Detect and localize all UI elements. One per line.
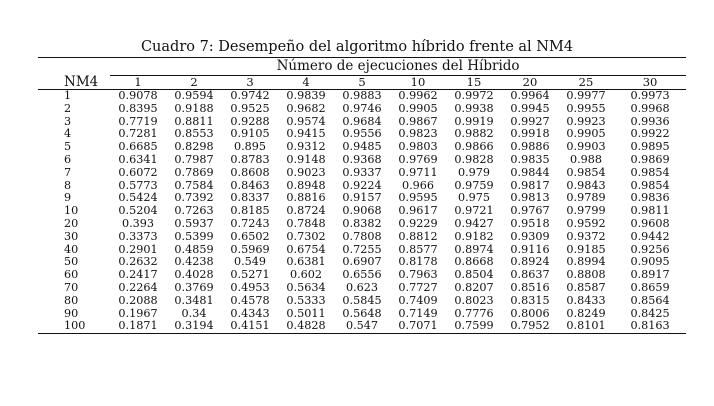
table-cell: 0.5969 bbox=[230, 242, 270, 256]
column-header: 10 bbox=[390, 76, 446, 90]
table-cell: 0.9895 bbox=[630, 140, 670, 154]
table-cell: 0.9844 bbox=[510, 165, 550, 179]
table-cell: 0.7719 bbox=[118, 114, 158, 128]
row-label: 60 bbox=[64, 268, 79, 282]
table-cell: 0.9923 bbox=[566, 114, 606, 128]
table-cell: 0.8382 bbox=[342, 216, 382, 230]
table-cell: 0.8553 bbox=[174, 127, 214, 141]
table-row bbox=[38, 295, 686, 308]
table-cell: 0.895 bbox=[233, 140, 267, 154]
table-cell: 0.8917 bbox=[630, 268, 670, 282]
table-cell: 0.9337 bbox=[342, 165, 382, 179]
table-cell: 0.3194 bbox=[166, 320, 222, 333]
table-cell: 0.9799 bbox=[566, 204, 606, 218]
table-cell: 0.3373 bbox=[118, 229, 158, 243]
table-cell: 0.8659 bbox=[630, 280, 670, 294]
table-cell: 0.5634 bbox=[286, 280, 326, 294]
table-cell: 0.9919 bbox=[454, 114, 494, 128]
table-cell: 0.8207 bbox=[454, 280, 494, 294]
table-cell: 0.9105 bbox=[230, 127, 270, 141]
table-cell: 0.966 bbox=[401, 178, 435, 192]
table-cell: 0.7952 bbox=[502, 320, 558, 333]
column-header: 30 bbox=[614, 76, 686, 90]
table-cell: 0.8811 bbox=[174, 114, 214, 128]
table-cell: 0.9608 bbox=[630, 216, 670, 230]
table-cell: 0.7584 bbox=[174, 178, 214, 192]
table-cell: 0.6556 bbox=[342, 268, 382, 282]
table-cell: 0.9835 bbox=[510, 152, 550, 166]
table-cell: 0.7149 bbox=[398, 306, 438, 320]
table-cell: 0.4578 bbox=[230, 293, 270, 307]
table-row bbox=[38, 282, 686, 295]
table-cell: 0.7963 bbox=[398, 268, 438, 282]
row-label: 40 bbox=[64, 242, 79, 256]
table-cell: 0.5937 bbox=[174, 216, 214, 230]
table-cell: 0.9938 bbox=[454, 101, 494, 115]
table-cell: 0.7392 bbox=[174, 191, 214, 205]
table-cell: 0.9312 bbox=[286, 140, 326, 154]
column-header: 3 bbox=[222, 76, 278, 90]
table-cell: 0.8395 bbox=[118, 101, 158, 115]
table-cell: 0.9823 bbox=[398, 127, 438, 141]
table-cell: 0.9023 bbox=[286, 165, 326, 179]
table-cell: 0.9372 bbox=[566, 229, 606, 243]
table-cell: 0.5399 bbox=[174, 229, 214, 243]
table-cell: 0.9972 bbox=[454, 89, 494, 102]
group-header-spacer bbox=[38, 58, 110, 76]
table-cell: 0.4828 bbox=[278, 320, 334, 333]
table-cell: 0.9803 bbox=[398, 140, 438, 154]
row-label: 30 bbox=[64, 229, 79, 243]
table-cell: 0.8608 bbox=[230, 165, 270, 179]
table-row bbox=[38, 154, 686, 167]
column-header: 15 bbox=[446, 76, 502, 90]
table-cell: 0.4151 bbox=[222, 320, 278, 333]
table-cell: 0.9157 bbox=[342, 191, 382, 205]
table-cell: 0.9836 bbox=[630, 191, 670, 205]
table-cell: 0.2088 bbox=[118, 293, 158, 307]
table-cell: 0.4343 bbox=[230, 306, 270, 320]
table-cell: 0.9854 bbox=[630, 178, 670, 192]
table-cell: 0.5845 bbox=[342, 293, 382, 307]
table-cell: 0.3769 bbox=[174, 280, 214, 294]
table-cell: 0.1871 bbox=[110, 320, 166, 333]
table-cell: 0.9867 bbox=[398, 114, 438, 128]
table-cell: 0.7808 bbox=[342, 229, 382, 243]
row-label: 2 bbox=[64, 101, 72, 115]
column-header-row bbox=[38, 76, 686, 90]
table-cell: 0.393 bbox=[121, 216, 155, 230]
table-row bbox=[38, 90, 686, 103]
table-cell: 0.7776 bbox=[454, 306, 494, 320]
table-cell: 0.8516 bbox=[510, 280, 550, 294]
table-cell: 0.8637 bbox=[510, 268, 550, 282]
row-label: 6 bbox=[64, 152, 72, 166]
table-cell: 0.2901 bbox=[118, 242, 158, 256]
table-row bbox=[38, 231, 686, 244]
table-cell: 0.6072 bbox=[118, 165, 158, 179]
table-cell: 0.8816 bbox=[286, 191, 326, 205]
table-cell: 0.8812 bbox=[398, 229, 438, 243]
table-cell: 0.1967 bbox=[118, 306, 158, 320]
table-cell: 0.8101 bbox=[558, 320, 614, 333]
table-cell: 0.4859 bbox=[174, 242, 214, 256]
table-cell: 0.9525 bbox=[230, 101, 270, 115]
table-caption: Cuadro 7: Desempeño del algoritmo híbrido frente al NM4 bbox=[140, 39, 574, 55]
table-cell: 0.9767 bbox=[510, 204, 550, 218]
table-cell: 0.7071 bbox=[390, 320, 446, 333]
column-header: 20 bbox=[502, 76, 558, 90]
group-header: Número de ejecuciones del Híbrido bbox=[110, 58, 686, 76]
table-cell: 0.9185 bbox=[566, 242, 606, 256]
column-header: 4 bbox=[278, 76, 334, 90]
row-label: 20 bbox=[64, 216, 79, 230]
table-cell: 0.9843 bbox=[566, 178, 606, 192]
table-cell: 0.5648 bbox=[342, 306, 382, 320]
table-cell: 0.9977 bbox=[566, 89, 606, 102]
table-cell: 0.7599 bbox=[446, 320, 502, 333]
table-cell: 0.5011 bbox=[286, 306, 326, 320]
table-cell: 0.549 bbox=[233, 255, 267, 269]
row-label: 80 bbox=[64, 293, 79, 307]
table-cell: 0.5204 bbox=[118, 204, 158, 218]
table-cell: 0.6685 bbox=[118, 140, 158, 154]
table-cell: 0.8006 bbox=[510, 306, 550, 320]
group-header-row bbox=[38, 58, 686, 76]
table-cell: 0.9518 bbox=[510, 216, 550, 230]
table-cell: 0.9078 bbox=[118, 89, 158, 102]
table-row bbox=[38, 320, 686, 333]
table-cell: 0.975 bbox=[457, 191, 491, 205]
table-cell: 0.9746 bbox=[342, 101, 382, 115]
table-cell: 0.9592 bbox=[566, 216, 606, 230]
table-cell: 0.7869 bbox=[174, 165, 214, 179]
table-cell: 0.7987 bbox=[174, 152, 214, 166]
table-cell: 0.3481 bbox=[174, 293, 214, 307]
table-cell: 0.7263 bbox=[174, 204, 214, 218]
results-table bbox=[38, 57, 686, 334]
row-label: 4 bbox=[64, 127, 72, 141]
table-row bbox=[38, 167, 686, 180]
table-cell: 0.8808 bbox=[566, 268, 606, 282]
table-cell: 0.9556 bbox=[342, 127, 382, 141]
column-header: 1 bbox=[110, 76, 166, 90]
table-cell: 0.2264 bbox=[118, 280, 158, 294]
table-cell: 0.2417 bbox=[118, 268, 158, 282]
table-cell: 0.4238 bbox=[174, 255, 214, 269]
table-cell: 0.9309 bbox=[510, 229, 550, 243]
table-cell: 0.8185 bbox=[230, 204, 270, 218]
table-row bbox=[38, 103, 686, 116]
table-cell: 0.5773 bbox=[118, 178, 158, 192]
table-cell: 0.9742 bbox=[230, 89, 270, 102]
table-cell: 0.623 bbox=[345, 280, 379, 294]
table-cell: 0.6907 bbox=[342, 255, 382, 269]
column-header: 25 bbox=[558, 76, 614, 90]
column-header: 5 bbox=[334, 76, 390, 90]
table-cell: 0.9594 bbox=[174, 89, 214, 102]
table-row bbox=[38, 218, 686, 231]
table-cell: 0.7848 bbox=[286, 216, 326, 230]
row-label: 3 bbox=[64, 114, 72, 128]
table-cell: 0.8178 bbox=[398, 255, 438, 269]
table-cell: 0.9224 bbox=[342, 178, 382, 192]
table-cell: 0.9973 bbox=[630, 89, 670, 102]
table-cell: 0.6502 bbox=[230, 229, 270, 243]
table-cell: 0.8783 bbox=[230, 152, 270, 166]
table-cell: 0.7281 bbox=[118, 127, 158, 141]
table-cell: 0.8433 bbox=[566, 293, 606, 307]
table-cell: 0.9866 bbox=[454, 140, 494, 154]
table-cell: 0.9682 bbox=[286, 101, 326, 115]
table-cell: 0.9905 bbox=[566, 127, 606, 141]
table-cell: 0.7255 bbox=[342, 242, 382, 256]
table-cell: 0.9936 bbox=[630, 114, 670, 128]
table-cell: 0.9415 bbox=[286, 127, 326, 141]
table-cell: 0.9964 bbox=[510, 89, 550, 102]
row-label: 100 bbox=[38, 320, 110, 333]
table-body bbox=[38, 90, 686, 334]
table-cell: 0.9182 bbox=[454, 229, 494, 243]
table-cell: 0.8668 bbox=[454, 255, 494, 269]
row-label: 10 bbox=[64, 204, 79, 218]
table-cell: 0.9811 bbox=[630, 204, 670, 218]
row-label: 5 bbox=[64, 140, 72, 154]
table-cell: 0.6754 bbox=[286, 242, 326, 256]
row-label: 9 bbox=[64, 191, 72, 205]
table-cell: 0.9869 bbox=[630, 152, 670, 166]
table-cell: 0.8425 bbox=[630, 306, 670, 320]
table-cell: 0.9813 bbox=[510, 191, 550, 205]
table-cell: 0.8924 bbox=[510, 255, 550, 269]
row-label: 70 bbox=[64, 280, 79, 294]
row-label: 90 bbox=[64, 306, 79, 320]
table-cell: 0.9574 bbox=[286, 114, 326, 128]
table-cell: 0.7727 bbox=[398, 280, 438, 294]
table-cell: 0.8577 bbox=[398, 242, 438, 256]
table-cell: 0.6381 bbox=[286, 255, 326, 269]
table-cell: 0.9721 bbox=[454, 204, 494, 218]
table-cell: 0.9427 bbox=[454, 216, 494, 230]
row-label: 8 bbox=[64, 178, 72, 192]
row-label: 7 bbox=[64, 165, 72, 179]
table-cell: 0.9955 bbox=[566, 101, 606, 115]
table-cell: 0.547 bbox=[334, 320, 390, 333]
table-cell: 0.9095 bbox=[630, 255, 670, 269]
table-cell: 0.9188 bbox=[174, 101, 214, 115]
table-cell: 0.5271 bbox=[230, 268, 270, 282]
table-cell: 0.8298 bbox=[174, 140, 214, 154]
table-cell: 0.9828 bbox=[454, 152, 494, 166]
table-cell: 0.8249 bbox=[566, 306, 606, 320]
table-cell: 0.9148 bbox=[286, 152, 326, 166]
table-cell: 0.9485 bbox=[342, 140, 382, 154]
table-cell: 0.2632 bbox=[118, 255, 158, 269]
table-cell: 0.5333 bbox=[286, 293, 326, 307]
table-cell: 0.9684 bbox=[342, 114, 382, 128]
table-cell: 0.34 bbox=[181, 306, 207, 320]
table-cell: 0.8315 bbox=[510, 293, 550, 307]
table-cell: 0.5424 bbox=[118, 191, 158, 205]
table-cell: 0.8564 bbox=[630, 293, 670, 307]
table-cell: 0.9854 bbox=[630, 165, 670, 179]
table-cell: 0.9968 bbox=[630, 101, 670, 115]
table-cell: 0.9882 bbox=[454, 127, 494, 141]
table-cell: 0.7302 bbox=[286, 229, 326, 243]
table-cell: 0.9442 bbox=[630, 229, 670, 243]
table-cell: 0.9905 bbox=[398, 101, 438, 115]
table-cell: 0.9962 bbox=[398, 89, 438, 102]
row-label: 1 bbox=[64, 89, 72, 102]
table-cell: 0.9854 bbox=[566, 165, 606, 179]
table-cell: 0.9922 bbox=[630, 127, 670, 141]
table-cell: 0.8163 bbox=[614, 320, 686, 333]
table-cell: 0.9759 bbox=[454, 178, 494, 192]
table-cell: 0.9068 bbox=[342, 204, 382, 218]
table-cell: 0.9711 bbox=[398, 165, 438, 179]
table-cell: 0.9288 bbox=[230, 114, 270, 128]
table-cell: 0.602 bbox=[289, 268, 323, 282]
table-cell: 0.4953 bbox=[230, 280, 270, 294]
table-cell: 0.9789 bbox=[566, 191, 606, 205]
table-cell: 0.6341 bbox=[118, 152, 158, 166]
table-cell: 0.979 bbox=[457, 165, 491, 179]
table-cell: 0.7243 bbox=[230, 216, 270, 230]
table-cell: 0.9229 bbox=[398, 216, 438, 230]
table-cell: 0.8337 bbox=[230, 191, 270, 205]
table-cell: 0.4028 bbox=[174, 268, 214, 282]
table-cell: 0.9595 bbox=[398, 191, 438, 205]
table-cell: 0.7409 bbox=[398, 293, 438, 307]
table-cell: 0.8504 bbox=[454, 268, 494, 282]
table-cell: 0.8974 bbox=[454, 242, 494, 256]
table-cell: 0.9883 bbox=[342, 89, 382, 102]
column-header: 2 bbox=[166, 76, 222, 90]
table-cell: 0.8994 bbox=[566, 255, 606, 269]
table-cell: 0.9368 bbox=[342, 152, 382, 166]
table-cell: 0.8587 bbox=[566, 280, 606, 294]
table-cell: 0.9918 bbox=[510, 127, 550, 141]
table-cell: 0.9769 bbox=[398, 152, 438, 166]
row-header: NM4 bbox=[38, 76, 110, 90]
table-cell: 0.8463 bbox=[230, 178, 270, 192]
table-cell: 0.9903 bbox=[566, 140, 606, 154]
table-cell: 0.8724 bbox=[286, 204, 326, 218]
table-cell: 0.9839 bbox=[286, 89, 326, 102]
table-cell: 0.9945 bbox=[510, 101, 550, 115]
table-cell: 0.8023 bbox=[454, 293, 494, 307]
table-cell: 0.9927 bbox=[510, 114, 550, 128]
table-cell: 0.9817 bbox=[510, 178, 550, 192]
table-cell: 0.9256 bbox=[630, 242, 670, 256]
table-cell: 0.9617 bbox=[398, 204, 438, 218]
table-cell: 0.9116 bbox=[510, 242, 550, 256]
table-cell: 0.9886 bbox=[510, 140, 550, 154]
table-cell: 0.8948 bbox=[286, 178, 326, 192]
table-cell: 0.988 bbox=[569, 152, 603, 166]
row-label: 50 bbox=[64, 255, 79, 269]
